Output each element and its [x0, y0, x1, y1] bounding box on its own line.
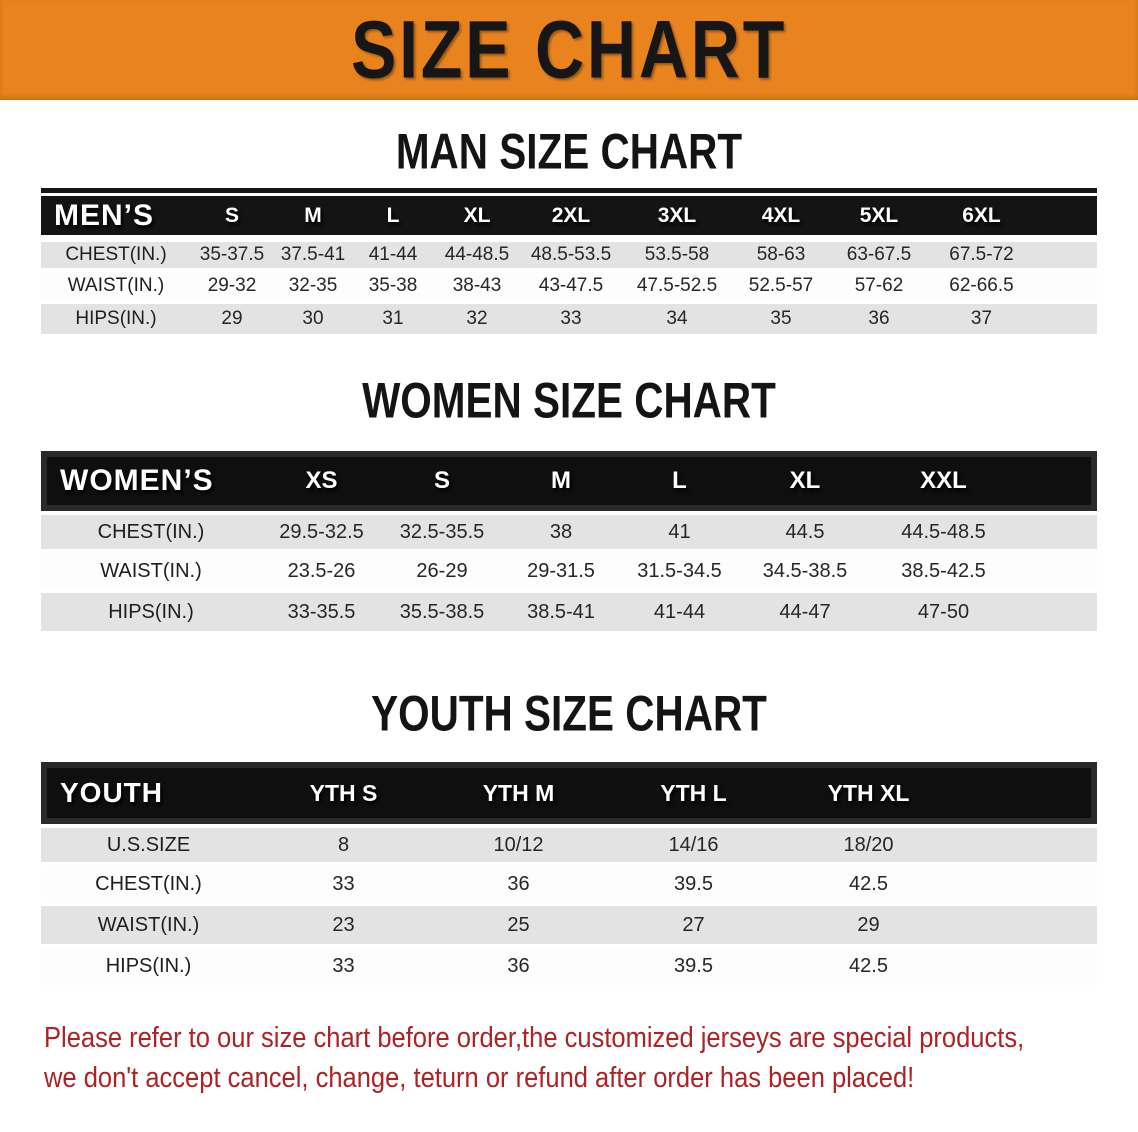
banner	[0, 0, 1138, 100]
women-waist-row	[41, 552, 1097, 593]
size-value-cell: 53.5-58	[621, 238, 733, 271]
size-value-cell: 37	[929, 304, 1034, 337]
size-column-header: YTH S	[256, 762, 431, 824]
size-value-cell: 44.5-48.5	[871, 511, 1016, 552]
row-label: U.S.SIZE	[41, 824, 256, 865]
row-label: HIPS(IN.)	[41, 304, 191, 337]
size-column-header: 2XL	[521, 196, 621, 238]
spacer-cell	[956, 824, 1097, 865]
size-value-cell: 63-67.5	[829, 238, 929, 271]
size-value-cell: 38-43	[433, 271, 521, 304]
size-column-header: L	[620, 451, 739, 511]
men-waist-row	[41, 271, 1097, 304]
youth-section	[0, 684, 1138, 988]
spacer-cell	[1016, 593, 1097, 634]
size-value-cell: 29-31.5	[502, 552, 620, 593]
row-label: CHEST(IN.)	[41, 865, 256, 906]
size-value-cell: 27	[606, 906, 781, 947]
spacer-cell	[1016, 552, 1097, 593]
size-column-header: YTH M	[431, 762, 606, 824]
youth-table-title: YOUTH	[41, 762, 256, 824]
size-value-cell: 38	[502, 511, 620, 552]
men-hips-row	[41, 304, 1097, 337]
disclaimer-line-2: we don't accept cancel, change, teturn or refund after order has been placed!	[44, 1062, 915, 1094]
size-value-cell: 31	[353, 304, 433, 337]
size-value-cell: 57-62	[829, 271, 929, 304]
size-column-header: L	[353, 196, 433, 238]
size-column-header: YTH L	[606, 762, 781, 824]
women-table-title: WOMEN’S	[41, 451, 261, 511]
size-value-cell: 18/20	[781, 824, 956, 865]
size-column-header: M	[273, 196, 353, 238]
size-value-cell: 44-47	[739, 593, 871, 634]
size-value-cell: 62-66.5	[929, 271, 1034, 304]
size-value-cell: 35.5-38.5	[382, 593, 502, 634]
spacer-cell	[1034, 196, 1097, 238]
youth-table-wrap	[41, 762, 1097, 988]
size-value-cell: 30	[273, 304, 353, 337]
size-value-cell: 25	[431, 906, 606, 947]
size-value-cell: 38.5-42.5	[871, 552, 1016, 593]
spacer-cell	[1034, 271, 1097, 304]
size-value-cell: 14/16	[606, 824, 781, 865]
size-value-cell: 33	[256, 865, 431, 906]
spacer-cell	[1034, 304, 1097, 337]
size-column-header: XXL	[871, 451, 1016, 511]
women-size-table	[41, 451, 1097, 634]
size-column-header: XS	[261, 451, 382, 511]
size-value-cell: 34	[621, 304, 733, 337]
size-value-cell: 23	[256, 906, 431, 947]
size-value-cell: 29	[191, 304, 273, 337]
youth-size-table	[41, 762, 1097, 988]
row-label: CHEST(IN.)	[41, 511, 261, 552]
size-value-cell: 35-37.5	[191, 238, 273, 271]
size-value-cell: 35	[733, 304, 829, 337]
size-value-cell: 58-63	[733, 238, 829, 271]
size-value-cell: 34.5-38.5	[739, 552, 871, 593]
size-value-cell: 41	[620, 511, 739, 552]
size-value-cell: 35-38	[353, 271, 433, 304]
size-value-cell: 37.5-41	[273, 238, 353, 271]
women-section	[0, 371, 1138, 634]
size-value-cell: 32-35	[273, 271, 353, 304]
youth-chest-row	[41, 865, 1097, 906]
size-column-header: XL	[433, 196, 521, 238]
disclaimer-line-1: Please refer to our size chart before order,the customized jerseys are special products,	[44, 1022, 1025, 1054]
size-column-header: 6XL	[929, 196, 1034, 238]
youth-ussize-row	[41, 824, 1097, 865]
spacer-cell	[956, 865, 1097, 906]
women-header-row	[41, 451, 1097, 511]
men-header-row	[41, 196, 1097, 238]
women-section-heading: WOMEN SIZE CHART	[362, 371, 776, 429]
size-value-cell: 41-44	[620, 593, 739, 634]
size-value-cell: 41-44	[353, 238, 433, 271]
row-label: CHEST(IN.)	[41, 238, 191, 271]
men-section	[0, 122, 1138, 337]
size-value-cell: 44-48.5	[433, 238, 521, 271]
size-value-cell: 43-47.5	[521, 271, 621, 304]
men-size-table	[41, 196, 1097, 337]
size-value-cell: 36	[829, 304, 929, 337]
size-value-cell: 32	[433, 304, 521, 337]
size-column-header: M	[502, 451, 620, 511]
size-value-cell: 47-50	[871, 593, 1016, 634]
men-section-heading: MAN SIZE CHART	[395, 122, 743, 180]
size-value-cell: 29-32	[191, 271, 273, 304]
size-value-cell: 32.5-35.5	[382, 511, 502, 552]
disclaimer	[44, 1018, 1138, 1098]
men-chest-row	[41, 238, 1097, 271]
size-value-cell: 39.5	[606, 865, 781, 906]
men-table-wrap	[41, 188, 1097, 337]
size-value-cell: 29	[781, 906, 956, 947]
youth-header-row	[41, 762, 1097, 824]
women-chest-row	[41, 511, 1097, 552]
youth-waist-row	[41, 906, 1097, 947]
size-value-cell: 48.5-53.5	[521, 238, 621, 271]
youth-hips-row	[41, 947, 1097, 988]
men-table-title: MEN’S	[41, 196, 191, 238]
size-value-cell: 47.5-52.5	[621, 271, 733, 304]
spacer-cell	[1034, 238, 1097, 271]
size-value-cell: 31.5-34.5	[620, 552, 739, 593]
size-value-cell: 44.5	[739, 511, 871, 552]
women-hips-row	[41, 593, 1097, 634]
men-table-topline	[41, 188, 1097, 193]
size-column-header: S	[191, 196, 273, 238]
spacer-cell	[1016, 451, 1097, 511]
size-value-cell: 36	[431, 865, 606, 906]
row-label: WAIST(IN.)	[41, 271, 191, 304]
size-value-cell: 26-29	[382, 552, 502, 593]
row-label: WAIST(IN.)	[41, 552, 261, 593]
size-value-cell: 33	[256, 947, 431, 988]
size-value-cell: 23.5-26	[261, 552, 382, 593]
size-value-cell: 42.5	[781, 947, 956, 988]
size-value-cell: 52.5-57	[733, 271, 829, 304]
row-label: HIPS(IN.)	[41, 593, 261, 634]
spacer-cell	[1016, 511, 1097, 552]
size-value-cell: 10/12	[431, 824, 606, 865]
size-column-header: S	[382, 451, 502, 511]
banner-title: SIZE CHART	[350, 3, 788, 96]
spacer-cell	[956, 762, 1097, 824]
row-label: HIPS(IN.)	[41, 947, 256, 988]
size-column-header: 5XL	[829, 196, 929, 238]
size-value-cell: 42.5	[781, 865, 956, 906]
size-column-header: XL	[739, 451, 871, 511]
row-label: WAIST(IN.)	[41, 906, 256, 947]
spacer-cell	[956, 947, 1097, 988]
women-table-wrap	[41, 451, 1097, 634]
size-value-cell: 8	[256, 824, 431, 865]
size-value-cell: 33	[521, 304, 621, 337]
size-value-cell: 38.5-41	[502, 593, 620, 634]
spacer-cell	[956, 906, 1097, 947]
size-column-header: YTH XL	[781, 762, 956, 824]
size-value-cell: 29.5-32.5	[261, 511, 382, 552]
youth-section-heading: YOUTH SIZE CHART	[371, 684, 767, 742]
size-column-header: 3XL	[621, 196, 733, 238]
size-value-cell: 33-35.5	[261, 593, 382, 634]
size-column-header: 4XL	[733, 196, 829, 238]
size-value-cell: 36	[431, 947, 606, 988]
size-value-cell: 39.5	[606, 947, 781, 988]
size-value-cell: 67.5-72	[929, 238, 1034, 271]
